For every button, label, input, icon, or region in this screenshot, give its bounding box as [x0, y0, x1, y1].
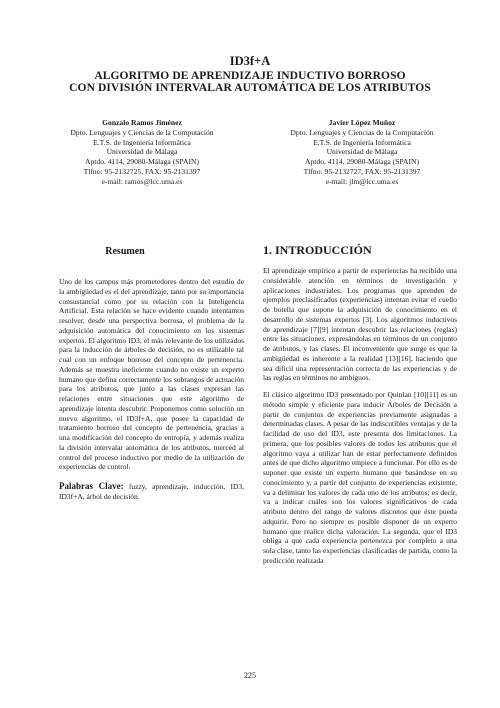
keywords-list: fuzzy, aprendizaje, inducción, ID3, ID3f+A, árbol de decisión. [59, 482, 245, 501]
author-school: E.T.S. de Ingeniería Informática [313, 137, 411, 147]
author-phone: Tlfno: 95-2132725, FAX: 95-2131397 [83, 166, 201, 176]
paper-title: ID3f+A [229, 54, 271, 68]
author-address: Aptdo. 4114, 29080-Málaga (SPAIN) [85, 157, 199, 167]
paper-title-line-2: CON DIVISIÓN INTERVALAR AUTOMÁTICA DE LOS ATRIBUTOS [69, 82, 431, 94]
author-school: E.T.S. de Ingeniería Informática [93, 137, 191, 147]
author-dept: Dpto. Lenguajes y Ciencias de la Computación [290, 127, 434, 137]
page-number: 225 [244, 671, 256, 680]
author-name: Javier López Muñoz [328, 118, 396, 127]
author-block-1 [42, 118, 242, 187]
author-university: Universidad de Málaga [326, 147, 398, 157]
paper-title-line-1: ALGORITMO DE APRENDIZAJE INDUCTIVO BORROSO [94, 70, 406, 82]
introduction-heading: 1. INTRODUCCIÓN [263, 243, 372, 257]
author-email[interactable]: e-mail: jlm@lcc.uma.es [325, 176, 399, 186]
author-university: Universidad de Málaga [106, 147, 178, 157]
intro-paragraph-2: El clásico algoritmo ID3 presentado por Quinlan [10][11] es un método simple y eficiente para inducir Árboles de Decisión a partir de conjuntos de experiencias previamente asignadas a determinadas clases. A pesar de las indiscutibles ventajas y de la facilidad de uso del ID3, este presenta dos limitaciones. La primera, que los posibles valores de todos los atributos que el algoritmo vaya a utilizar han de estar perfectamente definidos antes de que dicho algoritmo empiece a funcionar. Por ello es de suponer que existe un experto humano que basándose en su conocimiento y, a partir del conjunto de experiencias existente, va a delimitar los valores de cada uno de los atributos; es decir, va a indicar cuáles son los valores significativos de cada atributo dentro del rango de valores discretos que éste pueda adquirir. Pero no siempre es posible disponer de un experto humano que realice dicha valoración. La segunda, que el ID3 obliga a que cada experiencia pertenezca por completo a una sola clase, tanto las experiencias clasificadas de partida, como la predicción realizada [263, 390, 457, 565]
abstract-column [59, 277, 244, 502]
author-block-2 [262, 118, 462, 187]
keywords [59, 482, 244, 502]
author-phone: Tlfno: 95-2132727, FAX: 95-2131397 [303, 166, 421, 176]
author-dept: Dpto. Lenguajes y Ciencias de la Computación [70, 127, 214, 137]
abstract-text: Uno de los campos más prometedores dentro del estudio de la ambigüedad es el del aprendizaje, tanto por su importancia consustancial como por su relación con la Inteligencia Artificial. Esta relación se hace evidente cuando intentamos resolver, desde una perspectiva borrosa, el problema de la adquisición automática del conocimiento en los sistemas expertos. El algoritmo ID3, el más relevante de los utilizados para la inducción de árboles de decisión, no es utilizable tal cual con un enfoque borroso del concepto de pertenencia. Además se muestra ineficiente cuando no existe un experto humano que defina correctamente los subrangos de actuación para los atributos, que junto a las clases expresan las relaciones entre situaciones que este algoritmo de aprendizaje intenta descubrir. Proponemos como solución un nuevo algoritmo, el ID3f+A, que posee la capacidad de tratamiento borroso del concepto de pertenencia, gracias a una modificación del concepto de entropía, y además realiza la división intervalar automática de los atributos, merced al control del proceso inductivo por medio de la utilización de experiencias de control. [59, 277, 244, 472]
author-address: Aptdo. 4114, 29080-Málaga (SPAIN) [305, 157, 419, 167]
intro-paragraph-1: El aprendizaje empírico a partir de experiencias ha recibido una considerable atención en términos de investigación y aplicaciones industriales. Los programas que aprenden de ejemplos preclasificados (experiencias) intentan evitar el cuello de botella que supone la adquisición de conocimiento en el desarrollo de sistemas expertos [3]. Los algoritmos inductivos de aprendizaje [7][9] intentan descubrir las relaciones (reglas) entre las situaciones, expresándolas en términos de un conjunto de atributos, y las clases. El inconveniente que surge es que la ambigüedad es inherente a la realidad [13][16], haciendo que sea difícil una representación correcta de las experiencias y de las reglas en términos no ambiguos. [263, 266, 457, 383]
author-email[interactable]: e-mail: ramos@lcc.uma.es [101, 176, 183, 186]
abstract-heading: Resumen [105, 246, 145, 257]
keywords-label: Palabras Clave: [59, 481, 124, 491]
introduction-column [263, 266, 457, 566]
author-name: Gonzalo Ramos Jiménez [102, 118, 182, 127]
